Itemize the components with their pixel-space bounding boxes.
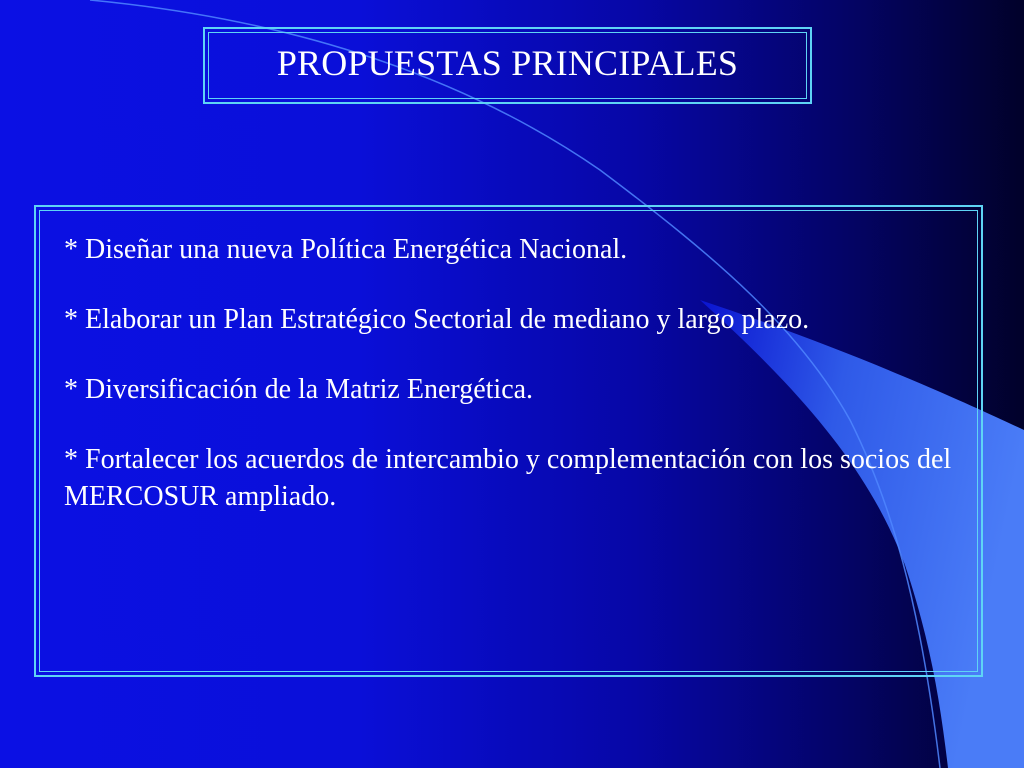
bullet-item: * Diversificación de la Matriz Energética.	[64, 374, 534, 405]
bullet-item: * Elaborar un Plan Estratégico Sectorial de mediano y largo plazo.	[64, 304, 810, 335]
bullet-list	[64, 231, 978, 515]
bullet-item: * Diseñar una nueva Política Energética Nacional.	[64, 234, 628, 265]
content-frame	[34, 205, 983, 677]
title-frame	[203, 27, 812, 104]
bullet-item: * Fortalecer los acuerdos de intercambio y complementación con los socios del MERCOSUR ampliado.	[64, 444, 952, 512]
slide-title: PROPUESTAS PRINCIPALES	[276, 42, 739, 83]
